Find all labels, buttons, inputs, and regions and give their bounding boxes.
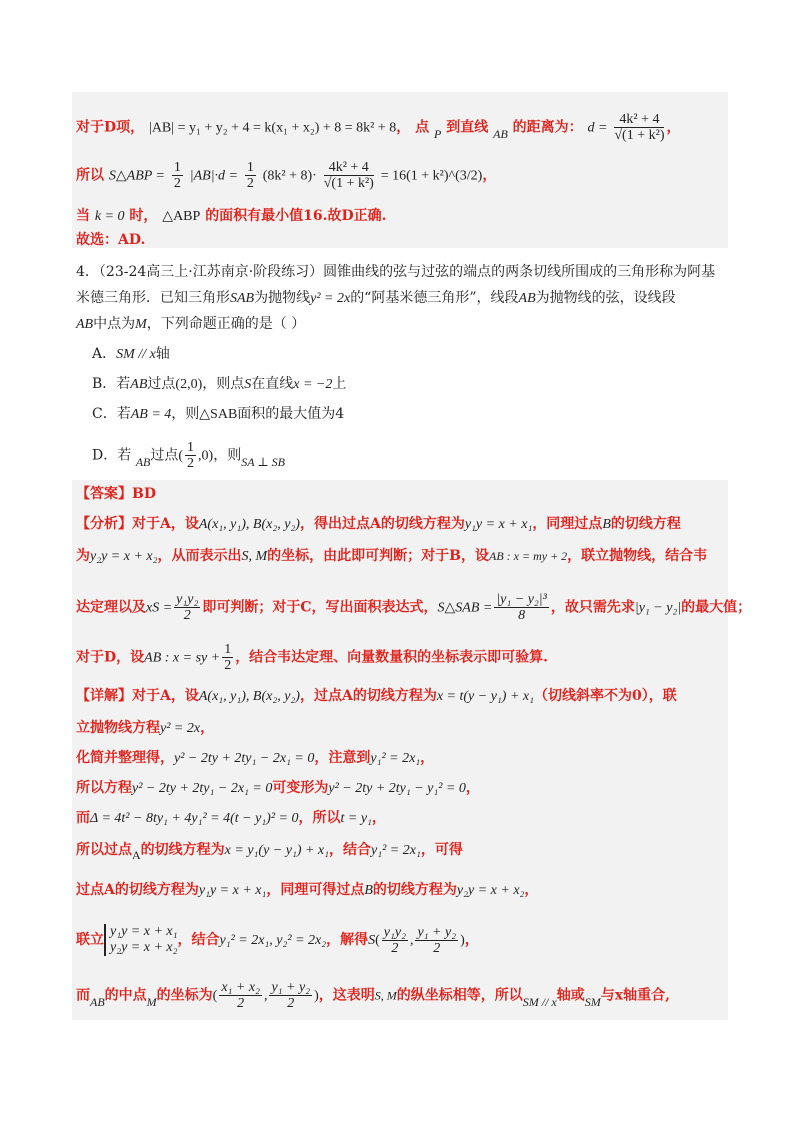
text: 而 (76, 987, 90, 1004)
segment-ab: AB (518, 291, 536, 306)
distance-fraction (614, 112, 664, 143)
text: ， (464, 932, 479, 948)
text: 点 (415, 119, 430, 136)
formula: x = y₁(y − y₁) + x₁ (224, 843, 330, 858)
text: ， (420, 750, 435, 766)
fraction (494, 592, 549, 623)
triangle-sab: △SAB (199, 407, 238, 422)
text: ，从而表示出 (157, 548, 242, 564)
analysis-line-2 (76, 546, 724, 567)
text: ，这表明 (318, 987, 375, 1004)
formula: x = −2 (293, 377, 333, 392)
text: 到直线 (446, 119, 489, 136)
denominator: √(1 + k²) (323, 176, 374, 191)
denominator: 2 (173, 176, 181, 191)
text: 【分析】对于A，设 (76, 516, 199, 532)
half-fraction (245, 160, 256, 191)
text: ， (482, 167, 497, 184)
formula: y² = 2x (160, 721, 201, 736)
text: 的坐标为 (156, 987, 213, 1004)
formula: |y₁ − y₂| (634, 600, 682, 616)
text: 与x轴重合, (600, 987, 670, 1004)
numerator: y₁y₂ (383, 924, 406, 940)
formula: AB : x = sy + (144, 650, 221, 666)
text: 化简并整理得， (76, 750, 174, 766)
detail-line-7 (76, 880, 724, 901)
text: 即可判断；对于C，写出面积表达式， (202, 599, 438, 616)
text: 过点 (147, 376, 176, 392)
solution-area-line (76, 160, 724, 191)
numerator: 4k² + 4 (614, 112, 664, 128)
text: 的中点 (104, 987, 147, 1004)
text: 所以 (76, 167, 104, 184)
question-line-1: 4．（23-24高三上·江苏南京·阶段练习）圆锥曲线的弦与过弦的端点的两条切线所围成的三角形称为阿基 (76, 264, 716, 280)
denominator: 2 (183, 608, 191, 623)
text: 在直线 (251, 376, 294, 392)
formula: k = 0 (94, 209, 125, 224)
text: ，过点A的切线方程为 (299, 688, 437, 704)
point-m: M (135, 317, 147, 332)
text: ，得出过点A的切线方程为 (299, 516, 465, 532)
analysis-line-3 (76, 592, 752, 623)
formula: SM // x (116, 347, 156, 362)
formula: y² − 2ty + 2ty₁ − y₁² = 0 (328, 781, 466, 796)
text: 对于D，设 (76, 649, 145, 666)
text: ， (524, 882, 539, 898)
text: ， (666, 119, 681, 136)
detail-line-1 (76, 686, 724, 707)
text: ，结合 (177, 932, 220, 948)
denominator: 2 (187, 456, 195, 471)
point-p: P (434, 126, 442, 141)
formula: y² − 2ty + 2ty₁ − 2x₁ = 0 (174, 751, 315, 766)
point-b: B (602, 517, 611, 532)
text: 当 (76, 208, 90, 224)
formula: S, M (241, 549, 268, 564)
text: 米德三角形．已知三角形 (76, 290, 230, 306)
text: 的“阿基米德三角形”，线段 (350, 290, 519, 306)
option-label: D．若 (92, 447, 132, 464)
detail-line-2 (76, 718, 724, 739)
formula: SM // x (522, 994, 557, 1009)
point-s: S (368, 933, 376, 948)
text: 过点A的切线方程为 (76, 882, 199, 898)
segment-ab: AB (90, 994, 105, 1009)
formula: SA ⊥ SB (241, 454, 285, 469)
text: 对于D项， (76, 119, 145, 136)
text: 面积的最大值为4 (237, 406, 345, 422)
detail-line-8: 联立 y₁y = x + x₁ y₂y = x + x₂ ，结合y₁² = 2x₁, y₂² = 2x₂，解得S( $\frac{\text{y₁y₂}}{2}$ , $\frac{\text{y₁ + y₂}}{2}$ )， (76, 924, 479, 956)
triangle-sab: SAB (230, 291, 255, 306)
denominator: 2 (433, 940, 441, 956)
text: 【详解】对于A，设 (76, 688, 199, 704)
text: 为抛物线 (254, 290, 311, 306)
text: ，联立抛物线，结合韦 (567, 548, 708, 564)
option-d[interactable]: D．若 AB过点( $\frac{1}{2}$ ,0)，则SA ⊥ SB (92, 440, 285, 471)
formula: y₁y = x + x₁ (198, 883, 267, 898)
formula: x = t(y − y₁) + x₁ (436, 689, 534, 704)
text: ，结合 (329, 842, 372, 858)
text: ，可得 (420, 842, 463, 858)
point-b: B (364, 883, 373, 898)
formula: AB : x = my + 2 (489, 549, 568, 563)
numerator: y₁y₂ (176, 592, 199, 607)
fraction (415, 925, 458, 956)
text: 轴或 (556, 987, 585, 1004)
option-c[interactable] (92, 404, 740, 425)
equation-system (104, 924, 177, 956)
segment-ab: AB (76, 317, 94, 332)
point: (2,0) (175, 377, 203, 392)
answer-tag: 【答案】BD (76, 486, 156, 502)
denominator: 2 (224, 658, 232, 673)
formula: y₁y = x + x₁ (464, 517, 533, 532)
text: 所以过点 (76, 842, 132, 858)
text: ，下列命题正确的是（ ） (146, 316, 306, 332)
text: ， (396, 119, 411, 136)
option-b[interactable] (92, 374, 740, 395)
formula: (8k² + 8)· (262, 168, 317, 184)
text: ， (371, 810, 386, 826)
question-line-2 (76, 288, 724, 309)
text: ，所以 (298, 810, 341, 826)
area-result: = 16(1 + k²)^(3/2) (380, 168, 483, 184)
formula: A(x₁, y₁), B(x₂, y₂) (198, 517, 300, 532)
fraction (174, 592, 200, 623)
point-m: M (146, 994, 157, 1009)
denominator: 2 (246, 176, 254, 191)
detail-line-5 (76, 808, 724, 829)
text: 为 (76, 548, 90, 564)
answer-line: 故选：AD. (76, 232, 146, 248)
option-a[interactable] (92, 344, 740, 365)
analysis-line-1 (76, 514, 724, 535)
formula: SM (584, 994, 601, 1009)
formula: xS = (146, 600, 173, 616)
text: 立抛物线方程 (76, 720, 160, 736)
text: ， (200, 720, 215, 736)
triangle-abp: △ABP (162, 209, 201, 224)
line-ab: AB (493, 126, 508, 141)
text: 的切线方程为 (140, 842, 225, 858)
numerator: y₁ + y₂ (271, 980, 311, 995)
text: ，同理过点 (532, 516, 603, 532)
text: 的最大值； (681, 599, 752, 616)
formula: S, M (374, 988, 397, 1003)
text: ，则 (171, 406, 200, 422)
text: 联立 (76, 932, 104, 948)
text: 轴 (155, 346, 170, 362)
detail-line-6 (76, 840, 724, 861)
fraction (269, 980, 312, 1011)
text: ，解得 (326, 932, 369, 948)
formula: |AB|·d = (189, 168, 238, 184)
text: 的纵坐标相等，所以 (396, 987, 523, 1004)
text: ，结合韦达定理、向量数量积的坐标表示即可验算. (235, 649, 549, 666)
numerator: 1 (187, 440, 195, 455)
area-symbol: S△ABP = (108, 168, 165, 184)
ab-length-formula: |AB| = y₁ + y₂ + 4 = k(x₁ + x₂) + 8 = 8k² + 8 (149, 120, 397, 136)
point: ,0 (198, 448, 209, 464)
denominator: 2 (391, 940, 399, 956)
analysis-line-4 (76, 642, 724, 673)
text: 的切线方程 (610, 516, 681, 532)
text: ，同理可得过点 (266, 882, 365, 898)
text: 为抛物线的弦，设线段 (535, 290, 676, 306)
question-line-3 (76, 314, 724, 335)
fraction (382, 925, 408, 956)
text: 达定理以及 (76, 599, 146, 616)
formula: y₂y = x + x₂ (456, 883, 525, 898)
text: 可变形为 (272, 780, 329, 796)
point-s: S (244, 377, 252, 392)
text: 上 (332, 376, 347, 392)
denominator: 2 (237, 996, 245, 1011)
point-fraction (185, 440, 196, 471)
distance-fraction (324, 160, 374, 191)
numerator: |y₁ − y₂|³ (496, 592, 547, 607)
point-a: A (132, 848, 141, 862)
formula: A(x₁, y₁), B(x₂, y₂) (198, 689, 300, 704)
distance-formula: d = (587, 120, 608, 136)
text: ，则点 (202, 376, 245, 392)
text: 中点为 (93, 316, 136, 332)
parabola-equation: y² = 2x (310, 291, 351, 306)
option-label: B．若 (92, 376, 131, 392)
text: 的面积有最小值16.故D正确. (205, 208, 387, 224)
formula: y₁y = x + x₁ (110, 924, 178, 939)
formula: S△SAB = (437, 600, 493, 616)
option-label: A． (92, 346, 117, 362)
numerator: 1 (173, 160, 181, 175)
text: 的距离为： (512, 119, 583, 136)
formula: y₁² = 2x₁ (370, 751, 421, 766)
numerator: 1 (246, 160, 254, 175)
fraction (222, 642, 233, 673)
half-fraction (172, 160, 183, 191)
text: 的坐标，由此即可判断；对于B，设 (267, 548, 489, 564)
text: 时， (129, 208, 158, 224)
text: （切线斜率不为0），联 (533, 688, 677, 704)
numerator: x₁ + x₂ (221, 980, 260, 995)
text: 而 (76, 810, 90, 826)
denominator: 8 (518, 608, 526, 623)
segment-ab: AB (130, 377, 148, 392)
formula: AB = 4 (130, 407, 172, 422)
text: ，注意到 (314, 750, 371, 766)
numerator: 1 (224, 642, 232, 657)
solution-min-line (76, 206, 724, 227)
detail-line-3 (76, 748, 724, 769)
text: 过点 (150, 447, 179, 464)
formula: Δ = 4t² − 8ty₁ + 4y₁² = 4(t − y₁)² = 0 (90, 811, 299, 826)
denominator: 2 (287, 996, 295, 1011)
text: 的切线方程为 (372, 882, 457, 898)
denominator: √(1 + k²) (614, 128, 665, 143)
text: ，则 (213, 447, 242, 464)
text: 所以方程 (76, 780, 132, 796)
numerator: y₁ + y₂ (417, 924, 457, 940)
formula: y₂y = x + x₂ (90, 549, 158, 564)
detail-line-4 (76, 778, 724, 799)
numerator: 4k² + 4 (324, 160, 374, 176)
formula: y₂y = x + x₂ (110, 940, 178, 955)
text: ，故只需先求 (550, 599, 635, 616)
text: ， (465, 780, 480, 796)
solution-d-line (76, 112, 724, 143)
formula: y² − 2ty + 2ty₁ − 2x₁ = 0 (132, 781, 273, 796)
formula: y₁² = 2x₁, y₂² = 2x₂ (219, 933, 327, 948)
formula: y₁² = 2x₁ (371, 843, 421, 858)
fraction (219, 980, 262, 1011)
segment-ab: AB (135, 454, 151, 469)
detail-line-9: 而AB的中点M的坐标为( $\frac{\text{x₁ + x₂}}{2}$ , $\frac{\text{y₁ + y₂}}{2}$ )，这表明S, M的纵坐标相等，所以SM // x轴或SM与x轴重合, (76, 980, 670, 1011)
option-label: C．若 (92, 406, 131, 422)
formula: t = y₁ (340, 811, 372, 826)
